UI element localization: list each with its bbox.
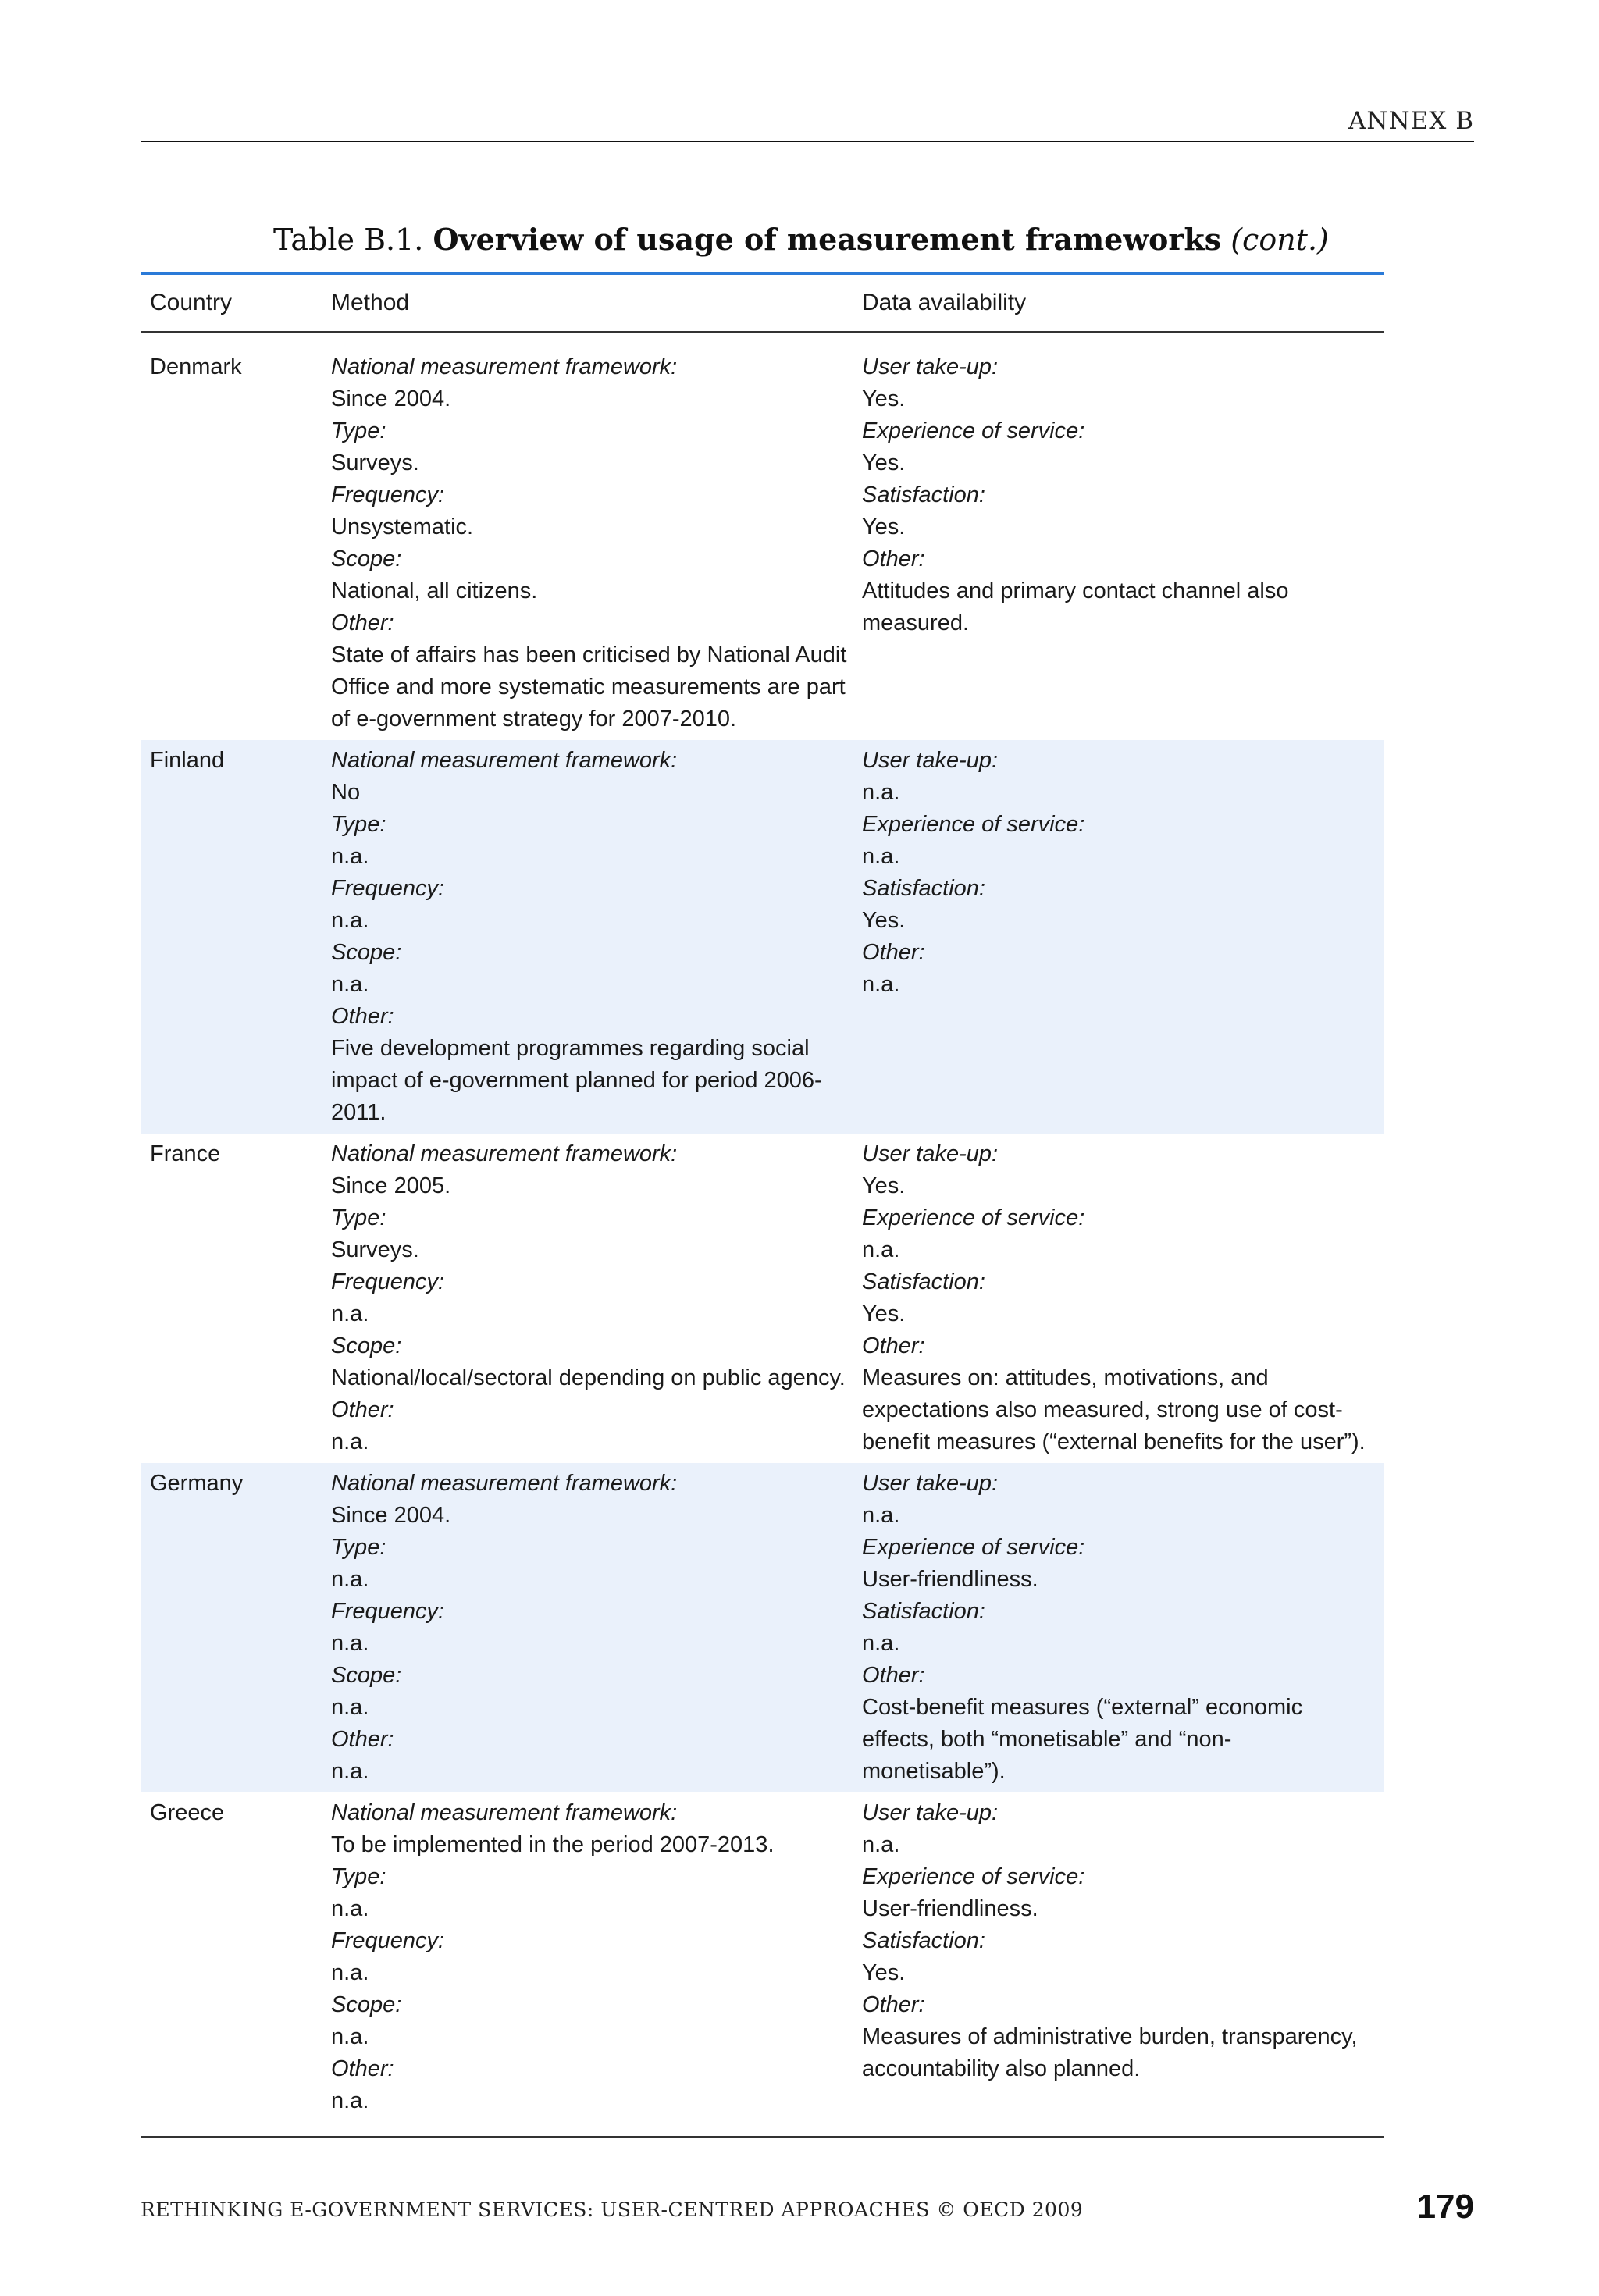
method-field-value: Unsystematic. <box>331 514 474 539</box>
header-data-availability: Data availability <box>862 290 1027 315</box>
footer-publication-title: RETHINKING E-GOVERNMENT SERVICES: USER-CENTRED APPROACHES © OECD 2009 <box>141 2198 1084 2221</box>
cell-data-availability <box>853 745 1384 1129</box>
data-field-value: n.a. <box>862 780 900 805</box>
method-field-label: Frequency: <box>331 1599 445 1624</box>
data-field-label: Satisfaction: <box>862 1928 985 1953</box>
method-field-value: Since 2004. <box>331 386 451 411</box>
data-field-label: Experience of service: <box>862 1864 1085 1889</box>
method-field-label: Type: <box>331 1864 386 1889</box>
method-field-label: Scope: <box>331 1333 402 1358</box>
method-field-value: n.a. <box>331 1301 369 1326</box>
data-field-label: Experience of service: <box>862 418 1085 443</box>
table-row <box>141 347 1384 740</box>
method-field-value: n.a. <box>331 2024 369 2049</box>
caption-title: Overview of usage of measurement frameworks <box>433 222 1222 257</box>
measurement-frameworks-table <box>141 272 1384 2138</box>
data-field-label: Experience of service: <box>862 1205 1085 1230</box>
method-field-value: State of affairs has been criticised by National Audit Office and more systematic measurements are part of e-government strategy for 2007-2010. <box>331 643 847 732</box>
table-row <box>141 1792 1384 2122</box>
method-field-label: Scope: <box>331 1663 402 1688</box>
page-number: 179 <box>1416 2187 1474 2226</box>
caption-label: Table B.1. <box>273 222 424 257</box>
method-field-label: National measurement framework: <box>331 1141 678 1166</box>
method-field-value: n.a. <box>331 1567 369 1592</box>
method-field-label: Type: <box>331 812 386 837</box>
data-field-label: Other: <box>862 940 925 965</box>
table-row <box>141 1134 1384 1463</box>
data-field-value: n.a. <box>862 1237 900 1262</box>
method-field-value: To be implemented in the period 2007-2013. <box>331 1832 775 1857</box>
method-field-value: Since 2004. <box>331 1503 451 1528</box>
data-field-value: Yes. <box>862 450 906 475</box>
table-bottom-rule <box>141 2136 1384 2138</box>
data-field-label: Other: <box>862 1333 925 1358</box>
data-field-label: User take-up: <box>862 354 999 379</box>
method-field-label: Type: <box>331 418 386 443</box>
method-field-label: Frequency: <box>331 876 445 901</box>
data-field-value: Yes. <box>862 1960 906 1985</box>
cell-country: Greece <box>150 1800 225 1825</box>
header-rule <box>141 141 1474 142</box>
data-field-label: Satisfaction: <box>862 1599 985 1624</box>
method-field-label: Other: <box>331 1004 394 1029</box>
table-row <box>141 740 1384 1134</box>
method-field-label: National measurement framework: <box>331 354 678 379</box>
data-field-value: Yes. <box>862 1173 906 1198</box>
data-field-label: Satisfaction: <box>862 876 985 901</box>
cell-country: France <box>150 1141 221 1166</box>
method-field-value: n.a. <box>331 1429 369 1454</box>
table-caption <box>273 222 1329 257</box>
method-field-value: n.a. <box>331 1695 369 1720</box>
method-field-value: n.a. <box>331 1759 369 1784</box>
cell-country: Finland <box>150 748 225 773</box>
method-field-value: National/local/sectoral depending on public agency. <box>331 1365 846 1390</box>
cell-data-availability <box>853 1138 1384 1458</box>
method-field-label: Other: <box>331 2056 394 2081</box>
data-field-label: User take-up: <box>862 748 999 773</box>
data-field-value: User-friendliness. <box>862 1896 1038 1921</box>
data-field-label: Satisfaction: <box>862 1269 985 1294</box>
method-field-value: n.a. <box>331 1631 369 1656</box>
data-field-value: Attitudes and primary contact channel also measured. <box>862 578 1289 635</box>
method-field-value: Since 2005. <box>331 1173 451 1198</box>
method-field-label: Scope: <box>331 940 402 965</box>
data-field-label: Other: <box>862 1992 925 2017</box>
data-field-value: Yes. <box>862 908 906 933</box>
data-field-label: Experience of service: <box>862 1535 1085 1560</box>
method-field-label: Type: <box>331 1205 386 1230</box>
method-field-label: Scope: <box>331 546 402 571</box>
data-field-value: Yes. <box>862 1301 906 1326</box>
method-field-value: n.a. <box>331 1960 369 1985</box>
method-field-value: n.a. <box>331 2088 369 2113</box>
method-field-label: Frequency: <box>331 1269 445 1294</box>
method-field-value: Surveys. <box>331 1237 419 1262</box>
data-field-label: User take-up: <box>862 1800 999 1825</box>
data-field-value: Measures of administrative burden, transparency, accountability also planned. <box>862 2024 1358 2081</box>
header-method: Method <box>331 290 410 315</box>
method-field-label: Other: <box>331 610 394 635</box>
cell-method <box>322 1138 853 1458</box>
method-field-value: n.a. <box>331 972 369 997</box>
method-field-label: Type: <box>331 1535 386 1560</box>
method-field-label: National measurement framework: <box>331 1471 678 1496</box>
data-field-value: Cost-benefit measures (“external” economic effects, both “monetisable” and “non-monetisable”). <box>862 1695 1303 1784</box>
data-field-value: n.a. <box>862 1503 900 1528</box>
table-header-row <box>141 275 1384 333</box>
table-row <box>141 1463 1384 1792</box>
data-field-label: Experience of service: <box>862 812 1085 837</box>
running-head: ANNEX B <box>1348 107 1474 135</box>
table-body <box>141 333 1384 2122</box>
method-field-value: n.a. <box>331 908 369 933</box>
data-field-label: User take-up: <box>862 1471 999 1496</box>
header-country: Country <box>150 290 233 315</box>
method-field-label: Scope: <box>331 1992 402 2017</box>
data-field-value: Yes. <box>862 514 906 539</box>
method-field-value: No <box>331 780 361 805</box>
method-field-label: Frequency: <box>331 482 445 507</box>
method-field-label: National measurement framework: <box>331 1800 678 1825</box>
data-field-label: Other: <box>862 1663 925 1688</box>
data-field-value: Measures on: attitudes, motivations, and expectations also measured, strong use of cost-benefit measures (“external benefits for the user”). <box>862 1365 1366 1454</box>
method-field-label: Frequency: <box>331 1928 445 1953</box>
method-field-value: Five development programmes regarding social impact of e-government planned for period 2006-2011. <box>331 1036 822 1125</box>
cell-country: Germany <box>150 1471 244 1496</box>
method-field-value: n.a. <box>331 1896 369 1921</box>
cell-method <box>322 1468 853 1788</box>
cell-method <box>322 351 853 735</box>
method-field-label: National measurement framework: <box>331 748 678 773</box>
data-field-label: User take-up: <box>862 1141 999 1166</box>
data-field-value: n.a. <box>862 1832 900 1857</box>
cell-method <box>322 745 853 1129</box>
cell-data-availability <box>853 1468 1384 1788</box>
data-field-value: User-friendliness. <box>862 1567 1038 1592</box>
cell-data-availability <box>853 1797 1384 2117</box>
data-field-value: Yes. <box>862 386 906 411</box>
data-field-label: Other: <box>862 546 925 571</box>
data-field-value: n.a. <box>862 844 900 869</box>
method-field-value: n.a. <box>331 844 369 869</box>
data-field-label: Satisfaction: <box>862 482 985 507</box>
data-field-value: n.a. <box>862 1631 900 1656</box>
cell-data-availability <box>853 351 1384 735</box>
method-field-label: Other: <box>331 1397 394 1422</box>
caption-cont: (cont.) <box>1230 222 1329 257</box>
cell-method <box>322 1797 853 2117</box>
cell-country: Denmark <box>150 354 242 379</box>
method-field-value: National, all citizens. <box>331 578 538 603</box>
method-field-label: Other: <box>331 1727 394 1752</box>
data-field-value: n.a. <box>862 972 900 997</box>
method-field-value: Surveys. <box>331 450 419 475</box>
